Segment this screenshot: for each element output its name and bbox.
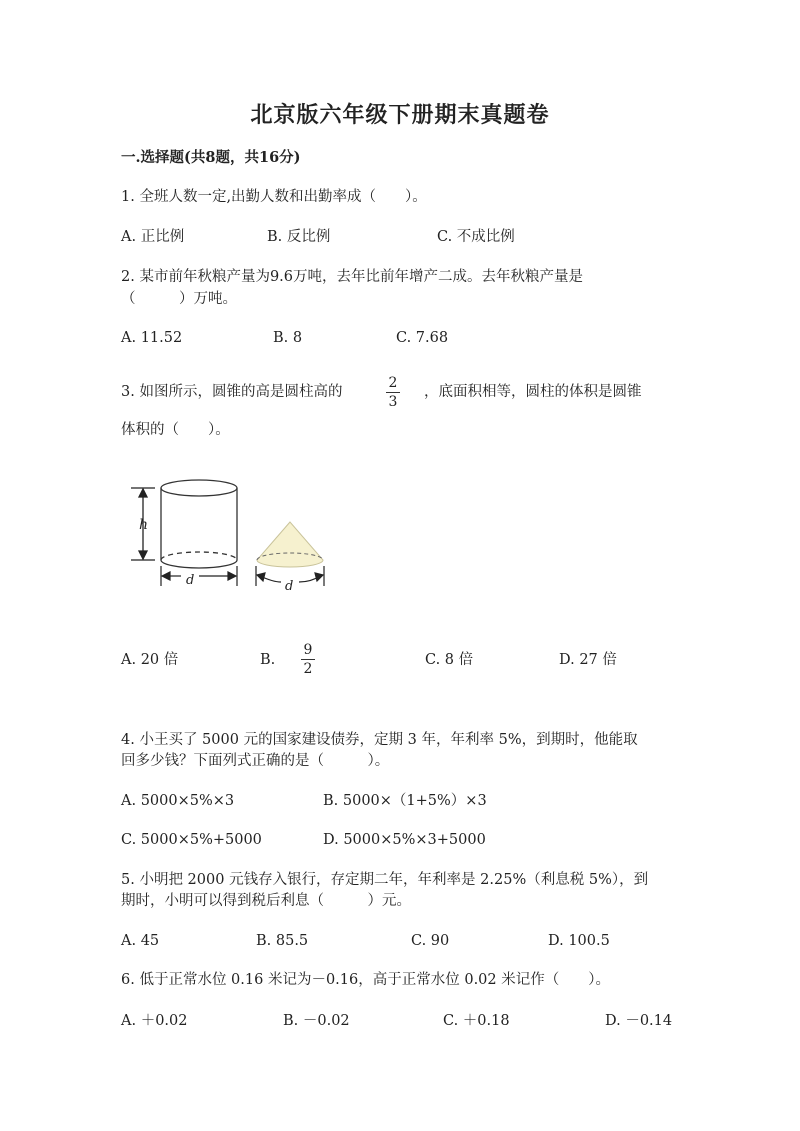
fraction-bar xyxy=(386,392,400,393)
question-5-stem-line2: 期时，小明可以得到税后利息（ ）元。 xyxy=(121,893,411,909)
question-4-stem-line1: 4. 小王买了 5000 元的国家建设债券，定期 3 年，年利率 5%，到期时，他能取 xyxy=(121,732,638,748)
question-4-option-a[interactable]: A. 5000×5%×3 xyxy=(121,793,235,809)
cylinder-cone-figure xyxy=(125,472,345,597)
question-3-option-a[interactable]: A. 20 倍 xyxy=(121,652,179,668)
question-3-stem-line2: 体积的（ ）。 xyxy=(121,422,230,438)
question-6-option-c[interactable]: C. ＋0.18 xyxy=(443,1013,510,1029)
question-2-option-a[interactable]: A. 11.52 xyxy=(121,330,183,346)
cylinder-diameter-label: d xyxy=(186,573,195,588)
fraction-numerator: 9 xyxy=(303,642,313,658)
question-3-stem-part1: 3. 如图所示，圆锥的高是圆柱高的 xyxy=(121,384,343,400)
cylinder-shape xyxy=(161,480,237,568)
question-1-option-c[interactable]: C. 不成比例 xyxy=(437,229,515,245)
question-2-option-c[interactable]: C. 7.68 xyxy=(396,330,449,346)
question-3-stem-part2: ，底面积相等，圆柱的体积是圆锥 xyxy=(424,384,642,400)
question-5-option-b[interactable]: B. 85.5 xyxy=(256,933,309,949)
question-3-option-b-fraction xyxy=(298,642,318,677)
question-1-option-b[interactable]: B. 反比例 xyxy=(267,229,331,245)
question-5-option-d[interactable]: D. 100.5 xyxy=(548,933,610,949)
question-4-stem-line2: 回多少钱？下面列式正确的是（ ）。 xyxy=(121,753,390,769)
cone-shape xyxy=(257,522,323,567)
question-5-option-c[interactable]: C. 90 xyxy=(411,933,450,949)
cone-diameter-label: d xyxy=(285,579,294,594)
question-4-option-d[interactable]: D. 5000×5%×3+5000 xyxy=(323,832,486,848)
question-5-option-a[interactable]: A. 45 xyxy=(121,933,160,949)
question-1-stem: 1. 全班人数一定,出勤人数和出勤率成（ ）。 xyxy=(121,189,427,205)
question-2-stem-line1: 2. 某市前年秋粮产量为9.6万吨，去年比前年增产二成。去年秋粮产量是 xyxy=(121,269,584,285)
question-3-option-d[interactable]: D. 27 倍 xyxy=(559,652,617,668)
question-4-option-c[interactable]: C. 5000×5%+5000 xyxy=(121,832,262,848)
question-6-option-d[interactable]: D. －0.14 xyxy=(605,1013,673,1029)
question-2-stem-line2: （ ）万吨。 xyxy=(121,291,237,307)
fraction-denominator: 3 xyxy=(388,394,398,410)
question-3-fraction xyxy=(383,375,403,410)
question-3-option-b[interactable]: B. xyxy=(260,652,276,668)
section-heading: 一.选择题(共8题，共16分) xyxy=(121,149,301,166)
question-6-option-b[interactable]: B. －0.02 xyxy=(283,1013,350,1029)
fraction-denominator: 2 xyxy=(303,661,313,677)
height-label: h xyxy=(139,517,149,533)
cylinder-diameter-arrow xyxy=(161,566,237,586)
question-5-stem-line1: 5. 小明把 2000 元钱存入银行，存定期二年，年利率是 2.25%（利息税 5%），到 xyxy=(121,872,649,888)
question-6-option-a[interactable]: A. ＋0.02 xyxy=(121,1013,188,1029)
exam-title: 北京版六年级下册期末真题卷 xyxy=(250,102,550,128)
question-2-option-b[interactable]: B. 8 xyxy=(273,330,303,346)
fraction-bar xyxy=(301,659,315,660)
question-3-option-c[interactable]: C. 8 倍 xyxy=(425,652,474,668)
question-6-stem: 6. 低于正常水位 0.16 米记为－0.16，高于正常水位 0.02 米记作（ ）。 xyxy=(121,972,610,988)
question-4-option-b[interactable]: B. 5000×（1+5%）×3 xyxy=(323,793,487,809)
fraction-numerator: 2 xyxy=(388,375,398,391)
question-1-option-a[interactable]: A. 正比例 xyxy=(121,229,185,245)
